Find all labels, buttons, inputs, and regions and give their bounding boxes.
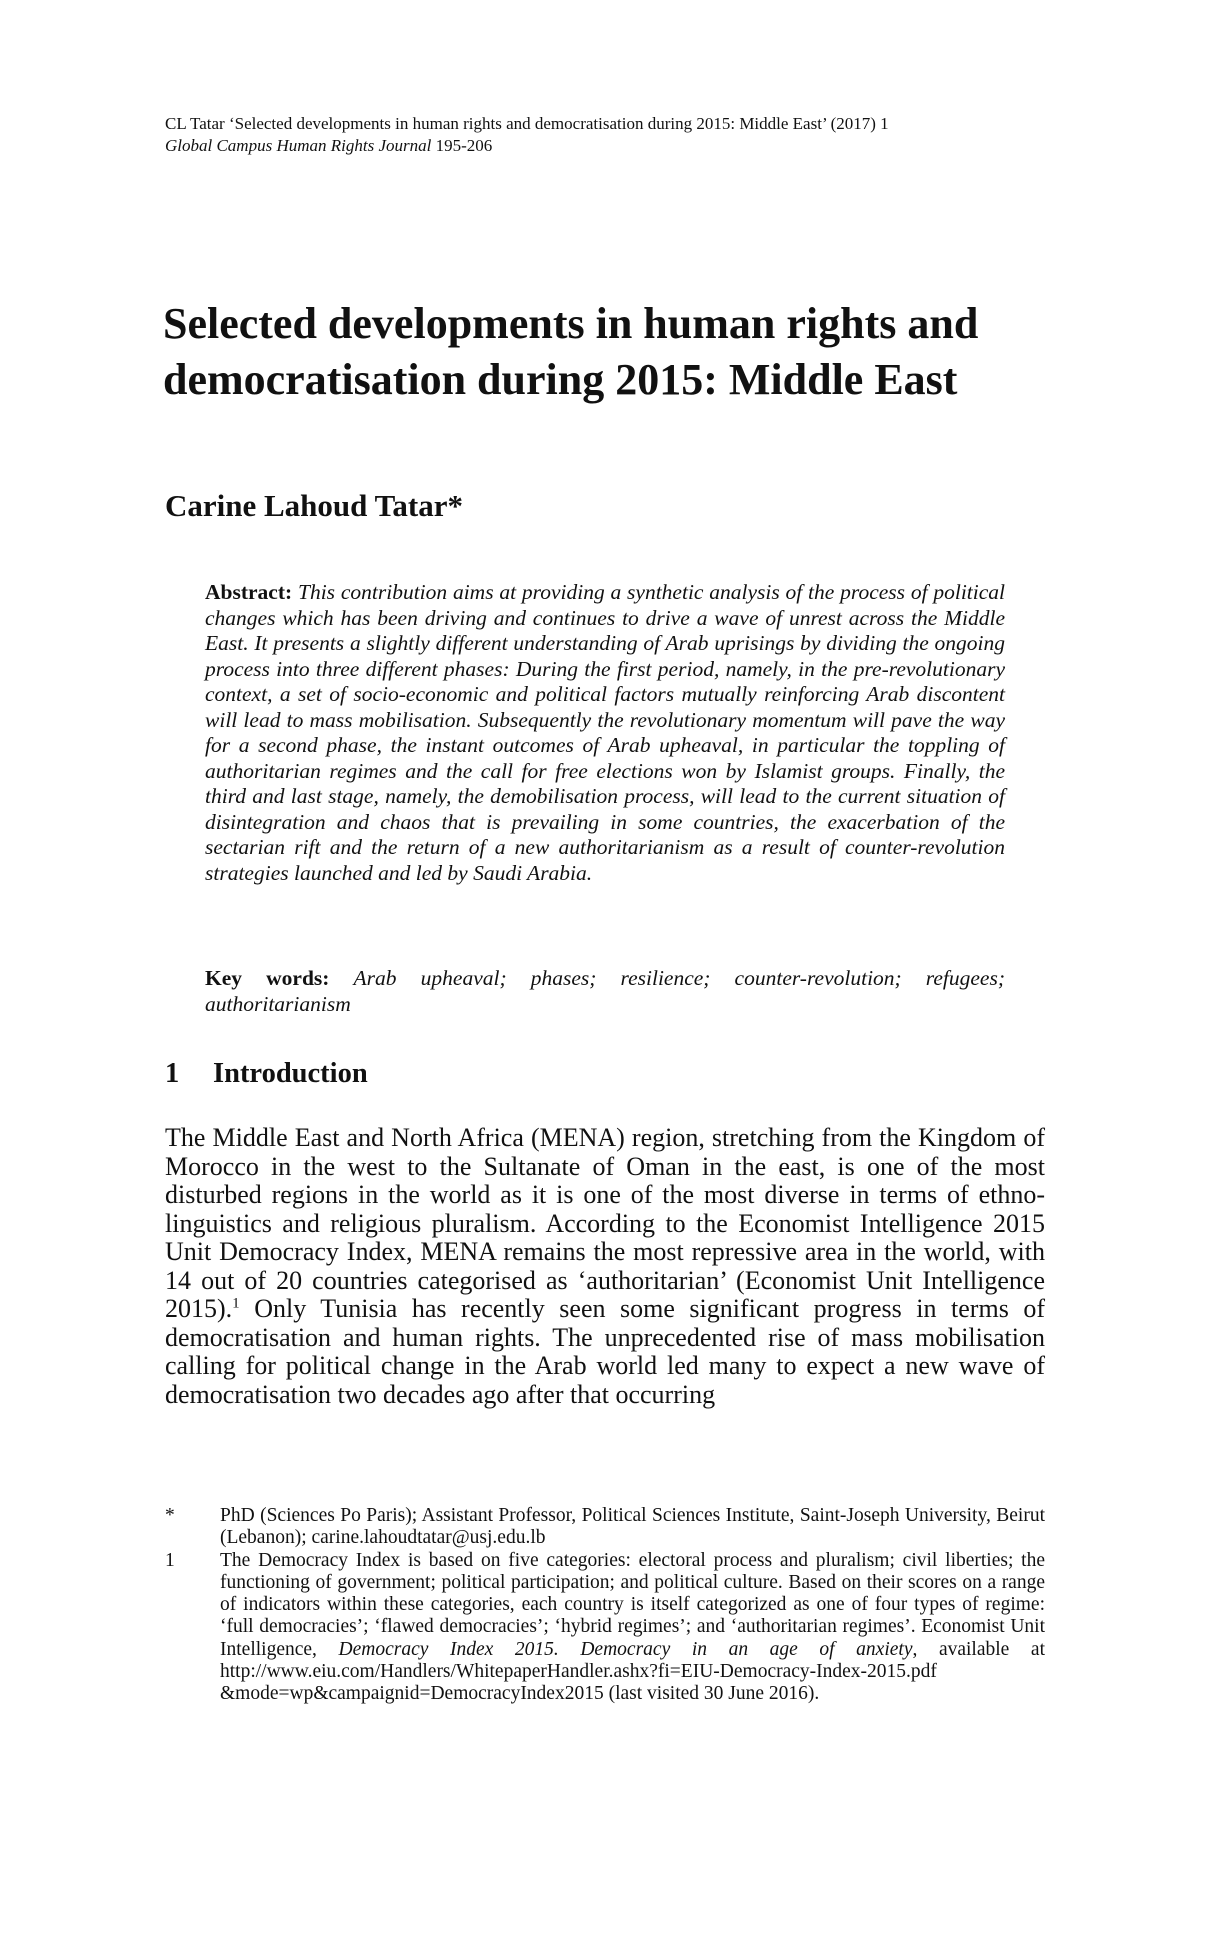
section-title: Introduction (213, 1058, 368, 1089)
header-journal-line (165, 135, 1065, 157)
intro-text-2: Only Tunisia has recently seen some significant progress in terms of democratisation and human rights. The unprecedented rise of mass mobilisation calling for political change in the Arab world led many to expect a new wave of democratisation two decades ago after that occurring (165, 1294, 1045, 1409)
author-name: Carine Lahoud Tatar* (165, 488, 464, 523)
header-citation: CL Tatar ‘Selected developments in human rights and democratisation during 2015: Middle East’ (2017) 1 (165, 114, 889, 133)
footnote-mark-1: 1 (165, 1549, 175, 1571)
footnote-1-text-b: , available at http://www.eiu.com/Handlers/WhitepaperHandler.ashx?fi=EIU-Democracy-Index-2015.pdf &mode=wp&campaignid=DemocracyIndex2015 (last visited 30 June 2016). (220, 1638, 1045, 1705)
abstract-label: Abstract: (205, 580, 293, 604)
abstract-text: This contribution aims at providing a synthetic analysis of the process of political changes which has been driving and continues to drive a wave of unrest across the Middle East. It presents a slightly different understanding of Arab uprisings by dividing the ongoing process into three different phases: During the first period, namely, in the pre-revolutionary context, a set of socio-economic and political factors mutually reinforcing Arab discontent will lead to mass mobilisation. Subsequently the revolutionary momentum will pave the way for a second phase, the instant outcomes of Arab upheaval, in particular the toppling of authoritarian regimes and the call for free elections won by Islamist groups. Finally, the third and last stage, namely, the demobilisation process, will lead to the current situation of disintegration and chaos that is prevailing in some countries, the exacerbation of the sectarian rift and the return of a new authoritarianism as a result of counter-revolution strategies launched and led by Saudi Arabia. (205, 580, 1006, 885)
footnote-ref-1[interactable]: 1 (232, 1295, 240, 1312)
footnote-1-title: Democracy Index 2015. Democracy in an age of anxiety (338, 1638, 913, 1660)
article-title: Selected developments in human rights and democratisation during 2015: Middle East (163, 299, 979, 404)
header-pages: 195-206 (431, 136, 493, 155)
footnote-author-text: PhD (Sciences Po Paris); Assistant Professor, Political Sciences Institute, Saint-Joseph University, Beirut (Lebanon); carine.lahoudtatar@usj.edu.lb (220, 1505, 1045, 1549)
footnote-1 (165, 1550, 1045, 1706)
intro-paragraph (165, 1124, 1045, 1409)
keywords-text: Arab upheaval; phases; resilience; counter-revolution; refugees; authoritarianism (205, 966, 1005, 1016)
abstract (205, 580, 1005, 886)
keywords-label: Key words: (205, 966, 330, 990)
footnote-author (165, 1505, 1045, 1550)
keywords (205, 966, 1005, 1017)
running-header (165, 113, 1065, 157)
section-number: 1 (165, 1058, 180, 1089)
footnotes (165, 1505, 1045, 1706)
intro-text-1: The Middle East and North Africa (MENA) region, stretching from the Kingdom of Morocco in the west to the Sultanate of Oman in the east, is one of the most disturbed regions in the world as it is one of the most diverse in terms of ethno-linguistics and religious pluralism. According to the Economist Intelligence 2015 Unit Democracy Index, MENA remains the most repressive area in the world, with 14 out of 20 countries categorised as ‘authoritarian’ (Economist Unit Intelligence 2015). (165, 1123, 1045, 1323)
header-journal: Global Campus Human Rights Journal (165, 136, 432, 155)
footnote-mark-star: * (165, 1505, 175, 1526)
section-heading (165, 1056, 965, 1092)
footnote-1-text-a: The Democracy Index is based on five categories: electoral process and pluralism; civil liberties; the functioning of government; political participation; and political culture. Based on their scores on a range of indicators within these categories, each country is itself categorized as one of four types of regime: ‘full democracies’; ‘flawed democracies’; ‘hybrid regimes’; and ‘authoritarian regimes’. Economist Unit Intelligence, (220, 1549, 1045, 1660)
